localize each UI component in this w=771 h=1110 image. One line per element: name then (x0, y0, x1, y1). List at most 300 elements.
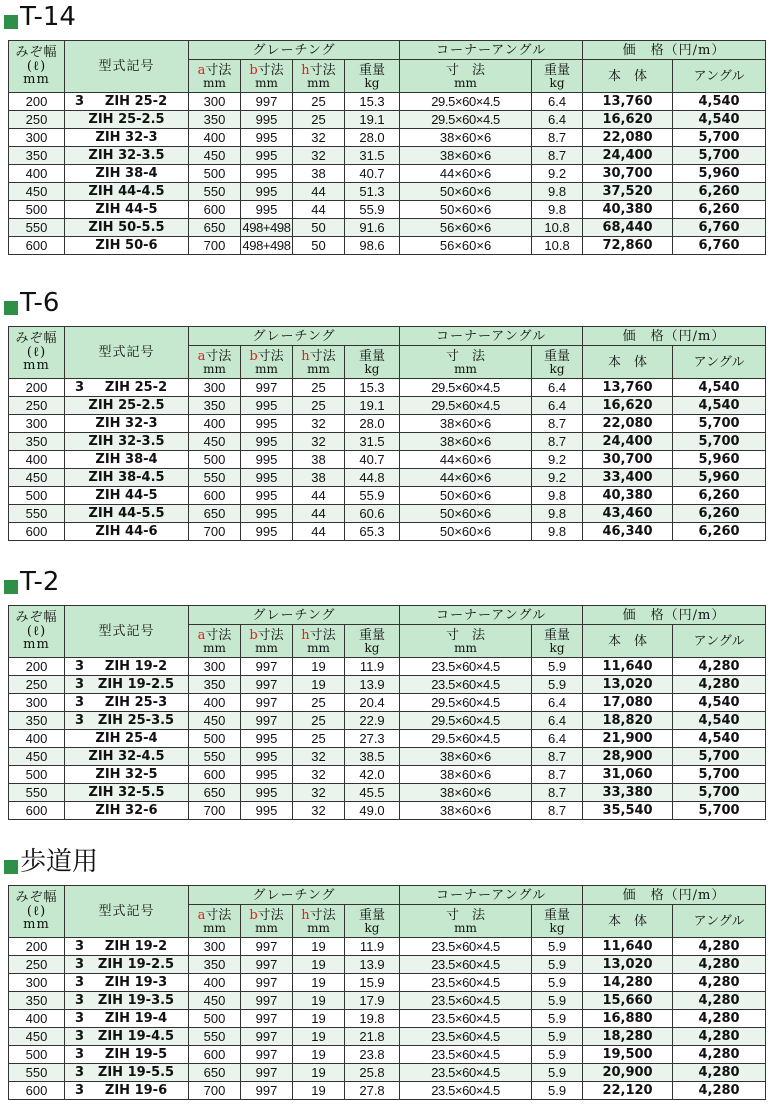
angle-weight-cell: 6.4 (532, 694, 583, 712)
a-dimension-cell: 700 (189, 802, 241, 820)
dimension-header-text: 寸 法 (446, 627, 486, 643)
angle-dimension-cell: 38×60×6 (400, 147, 532, 165)
angle-weight-header (532, 60, 583, 93)
width-cell: 200 (9, 658, 65, 676)
body-price-cell: 43,460 (583, 505, 673, 523)
table-row (9, 694, 766, 712)
h-dimension-cell: 19 (293, 1028, 345, 1046)
body-price-cell: 33,400 (583, 469, 673, 487)
model-code: ZIH 44-5 (95, 202, 158, 217)
model-prefix: 3 (75, 94, 85, 109)
table-row (9, 237, 766, 255)
a-dimension-header (189, 905, 241, 938)
a-dimension-cell: 400 (189, 974, 241, 992)
angle-price-header: アングル (673, 60, 766, 93)
width-header (9, 327, 65, 379)
a-dimension-cell: 400 (189, 694, 241, 712)
dimension-header-text: 寸 法 (446, 348, 486, 364)
angle-price-cell: 6,760 (673, 237, 766, 255)
angle-dimension-cell: 38×60×6 (400, 802, 532, 820)
weight-cell: 19.8 (345, 1010, 400, 1028)
unit-kg: kg (364, 361, 380, 376)
body-price-cell: 18,280 (583, 1028, 673, 1046)
h-dimension-header-letter: h (301, 907, 310, 923)
model-code: ZIH 32-6 (95, 803, 158, 818)
h-dimension-cell: 25 (293, 379, 345, 397)
width-cell: 300 (9, 129, 65, 147)
angle-price-cell: 6,260 (673, 201, 766, 219)
body-price-header: 本 体 (583, 346, 673, 379)
b-dimension-cell: 997 (241, 974, 293, 992)
table-row (9, 397, 766, 415)
width-cell: 600 (9, 1082, 65, 1100)
grating-header: グレーチング (189, 327, 400, 346)
angle-price-cell: 4,280 (673, 974, 766, 992)
table-row (9, 415, 766, 433)
dimension-header (400, 60, 532, 93)
model-cell (65, 415, 189, 433)
a-dimension-header-text: 寸法 (205, 627, 232, 643)
section-title-text: T-2 (20, 567, 60, 597)
model-code: ZIH 44-4.5 (88, 184, 165, 199)
table-row (9, 183, 766, 201)
a-dimension-cell: 500 (189, 451, 241, 469)
weight-cell: 42.0 (345, 766, 400, 784)
model-cell (65, 397, 189, 415)
angle-price-header: アングル (673, 346, 766, 379)
b-dimension-cell: 995 (241, 397, 293, 415)
model-code: ZIH 32-3.5 (88, 148, 165, 163)
angle-price-cell: 4,540 (673, 397, 766, 415)
h-dimension-cell: 32 (293, 784, 345, 802)
weight-cell: 17.9 (345, 992, 400, 1010)
a-dimension-cell: 650 (189, 784, 241, 802)
weight-cell: 19.1 (345, 397, 400, 415)
a-dimension-header-letter: a (197, 907, 206, 923)
corner-angle-header: コーナーアングル (400, 41, 583, 60)
model-header: 型式記号 (65, 41, 189, 93)
a-dimension-cell: 650 (189, 505, 241, 523)
section-title (4, 0, 76, 34)
angle-dimension-cell: 38×60×6 (400, 433, 532, 451)
b-dimension-header-letter: b (249, 907, 258, 923)
angle-price-cell: 4,540 (673, 111, 766, 129)
angle-weight-cell: 5.9 (532, 1028, 583, 1046)
b-dimension-header-text: 寸法 (257, 907, 284, 923)
a-dimension-cell: 500 (189, 730, 241, 748)
angle-weight-header-text: 重量 (544, 627, 571, 643)
angle-weight-cell: 5.9 (532, 1082, 583, 1100)
table-row (9, 451, 766, 469)
width-header-line: mm (23, 72, 50, 88)
weight-cell: 31.5 (345, 433, 400, 451)
b-dimension-cell: 997 (241, 658, 293, 676)
weight-header (345, 625, 400, 658)
model-cell (65, 433, 189, 451)
body-price-cell: 21,900 (583, 730, 673, 748)
table-row (9, 1082, 766, 1100)
width-cell: 200 (9, 938, 65, 956)
body-price-cell: 16,880 (583, 1010, 673, 1028)
h-dimension-cell: 19 (293, 1064, 345, 1082)
model-cell (65, 712, 189, 730)
angle-dimension-cell: 23.5×60×4.5 (400, 1064, 532, 1082)
width-header-line: (ℓ) (26, 58, 47, 74)
angle-dimension-cell: 29.5×60×4.5 (400, 397, 532, 415)
angle-dimension-cell: 23.5×60×4.5 (400, 1082, 532, 1100)
weight-cell: 11.9 (345, 658, 400, 676)
b-dimension-cell: 995 (241, 111, 293, 129)
weight-cell: 55.9 (345, 487, 400, 505)
model-cell (65, 201, 189, 219)
weight-cell: 15.3 (345, 379, 400, 397)
h-dimension-cell: 44 (293, 523, 345, 541)
b-dimension-cell: 995 (241, 523, 293, 541)
spec-table (8, 605, 766, 820)
model-code: ZIH 19-4.5 (97, 1029, 175, 1044)
a-dimension-cell: 700 (189, 523, 241, 541)
width-cell: 450 (9, 1028, 65, 1046)
angle-dimension-cell: 56×60×6 (400, 237, 532, 255)
angle-dimension-cell: 50×60×6 (400, 201, 532, 219)
angle-price-cell: 4,280 (673, 1082, 766, 1100)
h-dimension-cell: 25 (293, 397, 345, 415)
angle-price-cell: 4,280 (673, 658, 766, 676)
body-price-cell: 72,860 (583, 237, 673, 255)
model-cell (65, 129, 189, 147)
h-dimension-cell: 25 (293, 93, 345, 111)
a-dimension-cell: 400 (189, 129, 241, 147)
angle-weight-cell: 5.9 (532, 676, 583, 694)
a-dimension-cell: 300 (189, 658, 241, 676)
model-prefix: 3 (75, 1065, 85, 1080)
model-code: ZIH 19-2.5 (97, 957, 175, 972)
width-cell: 250 (9, 956, 65, 974)
a-dimension-cell: 700 (189, 1082, 241, 1100)
weight-cell: 40.7 (345, 451, 400, 469)
angle-price-cell: 5,700 (673, 129, 766, 147)
width-header-line: (ℓ) (26, 344, 47, 360)
h-dimension-cell: 19 (293, 658, 345, 676)
model-prefix: 3 (75, 957, 85, 972)
model-prefix: 3 (75, 659, 85, 674)
angle-weight-cell: 5.9 (532, 1010, 583, 1028)
angle-weight-cell: 9.8 (532, 183, 583, 201)
body-price-cell: 18,820 (583, 712, 673, 730)
angle-dimension-cell: 29.5×60×4.5 (400, 712, 532, 730)
h-dimension-cell: 50 (293, 219, 345, 237)
angle-price-cell: 4,540 (673, 694, 766, 712)
b-dimension-cell: 995 (241, 201, 293, 219)
angle-dimension-cell: 23.5×60×4.5 (400, 974, 532, 992)
h-dimension-cell: 50 (293, 237, 345, 255)
unit-kg: kg (364, 75, 380, 90)
h-dimension-cell: 32 (293, 802, 345, 820)
table-row (9, 676, 766, 694)
model-prefix: 3 (75, 695, 85, 710)
width-header-line: mm (23, 637, 50, 653)
angle-weight-cell: 8.7 (532, 147, 583, 165)
model-code: ZIH 44-6 (95, 524, 158, 539)
body-price-cell: 22,120 (583, 1082, 673, 1100)
width-cell: 400 (9, 165, 65, 183)
angle-price-cell: 6,260 (673, 183, 766, 201)
a-dimension-cell: 500 (189, 165, 241, 183)
width-header-line: (ℓ) (26, 623, 47, 639)
unit-mm: mm (255, 640, 278, 655)
h-dimension-header (293, 905, 345, 938)
body-price-cell: 28,900 (583, 748, 673, 766)
angle-price-cell: 4,280 (673, 1046, 766, 1064)
weight-cell: 25.8 (345, 1064, 400, 1082)
section-title (4, 286, 59, 320)
angle-dimension-cell: 29.5×60×4.5 (400, 111, 532, 129)
b-dimension-cell: 995 (241, 487, 293, 505)
table-row (9, 658, 766, 676)
a-dimension-cell: 600 (189, 1046, 241, 1064)
unit-mm: mm (307, 920, 330, 935)
b-dimension-cell: 997 (241, 1046, 293, 1064)
angle-dimension-cell: 50×60×6 (400, 183, 532, 201)
corner-angle-header: コーナーアングル (400, 606, 583, 625)
price-header: 価 格（円/m） (583, 327, 766, 346)
width-header (9, 886, 65, 938)
a-dimension-cell: 350 (189, 676, 241, 694)
width-header-line: みぞ幅 (15, 610, 58, 626)
angle-price-cell: 4,280 (673, 938, 766, 956)
angle-dimension-cell: 29.5×60×4.5 (400, 694, 532, 712)
b-dimension-cell: 995 (241, 433, 293, 451)
model-cell (65, 784, 189, 802)
h-dimension-cell: 38 (293, 469, 345, 487)
angle-weight-cell: 5.9 (532, 992, 583, 1010)
model-cell (65, 1046, 189, 1064)
b-dimension-cell: 995 (241, 802, 293, 820)
angle-weight-cell: 9.2 (532, 469, 583, 487)
angle-price-cell: 5,700 (673, 147, 766, 165)
a-dimension-cell: 350 (189, 956, 241, 974)
table-row (9, 469, 766, 487)
model-cell (65, 956, 189, 974)
weight-cell: 13.9 (345, 676, 400, 694)
table-row (9, 730, 766, 748)
width-cell: 550 (9, 1064, 65, 1082)
a-dimension-header-letter: a (197, 348, 206, 364)
model-code: ZIH 25-2.5 (88, 398, 165, 413)
angle-dimension-cell: 50×60×6 (400, 505, 532, 523)
body-price-cell: 46,340 (583, 523, 673, 541)
angle-weight-cell: 9.8 (532, 201, 583, 219)
body-price-cell: 40,380 (583, 487, 673, 505)
angle-dimension-cell: 38×60×6 (400, 748, 532, 766)
model-cell (65, 974, 189, 992)
b-dimension-cell: 995 (241, 129, 293, 147)
h-dimension-cell: 19 (293, 1082, 345, 1100)
angle-dimension-cell: 23.5×60×4.5 (400, 1046, 532, 1064)
a-dimension-header (189, 625, 241, 658)
table-row (9, 1028, 766, 1046)
model-code: ZIH 50-6 (95, 238, 158, 253)
angle-weight-cell: 5.9 (532, 1064, 583, 1082)
a-dimension-cell: 350 (189, 397, 241, 415)
weight-header (345, 346, 400, 379)
body-price-cell: 14,280 (583, 974, 673, 992)
h-dimension-cell: 19 (293, 992, 345, 1010)
angle-weight-cell: 8.7 (532, 766, 583, 784)
unit-kg: kg (549, 920, 565, 935)
model-cell (65, 730, 189, 748)
body-price-cell: 33,380 (583, 784, 673, 802)
model-cell (65, 1064, 189, 1082)
weight-cell: 23.8 (345, 1046, 400, 1064)
model-code: ZIH 19-6 (104, 1083, 168, 1098)
angle-price-cell: 5,700 (673, 802, 766, 820)
h-dimension-cell: 44 (293, 183, 345, 201)
model-cell (65, 505, 189, 523)
unit-mm: mm (307, 361, 330, 376)
weight-cell: 65.3 (345, 523, 400, 541)
angle-price-cell: 6,260 (673, 523, 766, 541)
weight-cell: 13.9 (345, 956, 400, 974)
unit-kg: kg (549, 361, 565, 376)
square-bullet-icon (4, 860, 18, 874)
b-dimension-cell: 997 (241, 694, 293, 712)
a-dimension-header-text: 寸法 (205, 62, 232, 78)
model-code: ZIH 32-3 (95, 130, 158, 145)
section-title (4, 565, 59, 599)
unit-mm: mm (255, 920, 278, 935)
table-row (9, 784, 766, 802)
angle-dimension-cell: 23.5×60×4.5 (400, 1028, 532, 1046)
a-dimension-header (189, 346, 241, 379)
model-code: ZIH 25-3.5 (97, 713, 175, 728)
width-cell: 600 (9, 802, 65, 820)
width-cell: 300 (9, 974, 65, 992)
body-price-cell: 13,020 (583, 956, 673, 974)
model-cell (65, 992, 189, 1010)
weight-cell: 15.3 (345, 93, 400, 111)
h-dimension-header-text: 寸法 (309, 348, 336, 364)
angle-weight-header-text: 重量 (544, 348, 571, 364)
b-dimension-cell: 997 (241, 992, 293, 1010)
angle-dimension-cell: 23.5×60×4.5 (400, 1010, 532, 1028)
grating-header: グレーチング (189, 886, 400, 905)
angle-price-cell: 5,700 (673, 784, 766, 802)
angle-weight-cell: 8.7 (532, 802, 583, 820)
angle-weight-cell: 9.2 (532, 451, 583, 469)
model-code: ZIH 25-3 (104, 695, 168, 710)
weight-cell: 51.3 (345, 183, 400, 201)
h-dimension-cell: 32 (293, 129, 345, 147)
unit-mm: mm (203, 640, 226, 655)
weight-header-text: 重量 (359, 907, 386, 923)
body-price-cell: 19,500 (583, 1046, 673, 1064)
a-dimension-cell: 400 (189, 415, 241, 433)
model-cell (65, 487, 189, 505)
angle-price-cell: 5,700 (673, 415, 766, 433)
unit-kg: kg (364, 640, 380, 655)
h-dimension-cell: 25 (293, 712, 345, 730)
spec-table (8, 326, 766, 541)
b-dimension-header (241, 905, 293, 938)
angle-dimension-cell: 44×60×6 (400, 451, 532, 469)
angle-dimension-cell: 29.5×60×4.5 (400, 93, 532, 111)
weight-cell: 60.6 (345, 505, 400, 523)
angle-price-cell: 4,540 (673, 379, 766, 397)
angle-weight-cell: 6.4 (532, 712, 583, 730)
b-dimension-header (241, 60, 293, 93)
b-dimension-cell: 995 (241, 165, 293, 183)
angle-weight-cell: 5.9 (532, 974, 583, 992)
b-dimension-cell: 995 (241, 766, 293, 784)
h-dimension-cell: 19 (293, 1010, 345, 1028)
spec-table (8, 885, 766, 1100)
h-dimension-cell: 38 (293, 451, 345, 469)
body-price-cell: 24,400 (583, 147, 673, 165)
weight-cell: 98.6 (345, 237, 400, 255)
weight-header-text: 重量 (359, 627, 386, 643)
width-header (9, 41, 65, 93)
b-dimension-cell: 997 (241, 1028, 293, 1046)
weight-cell: 11.9 (345, 938, 400, 956)
model-code: ZIH 25-2 (104, 94, 168, 109)
h-dimension-header-letter: h (301, 62, 310, 78)
body-price-cell: 68,440 (583, 219, 673, 237)
a-dimension-cell: 550 (189, 183, 241, 201)
unit-mm: mm (307, 75, 330, 90)
h-dimension-header (293, 60, 345, 93)
grating-header: グレーチング (189, 41, 400, 60)
model-code: ZIH 44-5.5 (88, 506, 165, 521)
weight-cell: 44.8 (345, 469, 400, 487)
h-dimension-header-text: 寸法 (309, 907, 336, 923)
angle-price-cell: 4,280 (673, 956, 766, 974)
a-dimension-header-letter: a (197, 62, 206, 78)
width-cell: 550 (9, 784, 65, 802)
angle-weight-cell: 8.7 (532, 748, 583, 766)
weight-header-text: 重量 (359, 348, 386, 364)
h-dimension-cell: 25 (293, 111, 345, 129)
angle-price-cell: 6,260 (673, 487, 766, 505)
a-dimension-cell: 450 (189, 433, 241, 451)
width-cell: 500 (9, 766, 65, 784)
table-row (9, 748, 766, 766)
h-dimension-cell: 44 (293, 201, 345, 219)
width-header-line: mm (23, 358, 50, 374)
model-cell (65, 748, 189, 766)
h-dimension-cell: 19 (293, 956, 345, 974)
table-row (9, 974, 766, 992)
width-cell: 350 (9, 712, 65, 730)
angle-weight-cell: 8.7 (532, 129, 583, 147)
unit-mm: mm (203, 75, 226, 90)
width-cell: 600 (9, 523, 65, 541)
model-cell (65, 1010, 189, 1028)
model-prefix: 3 (75, 939, 85, 954)
body-price-cell: 13,760 (583, 379, 673, 397)
b-dimension-header-letter: b (249, 62, 258, 78)
angle-price-cell: 5,960 (673, 451, 766, 469)
a-dimension-cell: 650 (189, 219, 241, 237)
weight-cell: 38.5 (345, 748, 400, 766)
width-cell: 350 (9, 433, 65, 451)
price-header: 価 格（円/m） (583, 41, 766, 60)
angle-weight-header-text: 重量 (544, 907, 571, 923)
b-dimension-header-letter: b (249, 348, 258, 364)
model-cell (65, 1028, 189, 1046)
angle-weight-cell: 5.9 (532, 658, 583, 676)
unit-mm: mm (255, 361, 278, 376)
